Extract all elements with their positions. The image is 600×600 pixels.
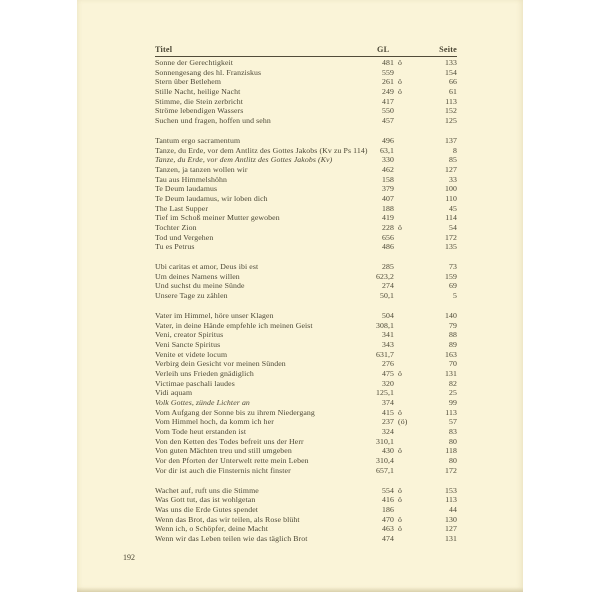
song-title: Tanze, du Erde, vor dem Antlitz des Gottes Jakobs (Kv)	[155, 155, 333, 165]
seite-number: 82	[449, 378, 457, 388]
seite-number: 100	[445, 184, 457, 194]
song-title: Stille Nacht, heilige Nacht	[155, 87, 241, 97]
gl-number: 186	[382, 504, 394, 514]
table-row	[155, 106, 457, 116]
song-title: Te Deum laudamus	[155, 184, 218, 194]
song-title: Und suchst du meine Sünde	[155, 281, 245, 291]
seite-number: 135	[445, 242, 457, 252]
gl-number: 249	[382, 87, 394, 97]
table-row	[155, 233, 457, 243]
gl-number: 416	[382, 495, 394, 505]
gl-number: 330	[382, 155, 394, 165]
song-title: Stimme, die Stein zerbricht	[155, 96, 244, 106]
gl-number: 374	[382, 398, 394, 407]
song-title: Vidi aquam	[155, 388, 193, 398]
gl-number: 462	[382, 164, 394, 174]
table-row	[155, 398, 457, 408]
seite-number: 57	[449, 417, 457, 427]
song-title: Ströme lebendigen Wassers	[155, 106, 244, 116]
table-row	[155, 340, 457, 350]
song-title: The Last Supper	[155, 203, 209, 213]
song-title: Tanze, du Erde, vor dem Antlitz des Gottes Jakobs (Kv zu Ps 114)	[155, 145, 368, 155]
gl-oe-mark: ö	[398, 485, 402, 495]
table-row	[155, 417, 457, 427]
song-title: Tochter Zion	[155, 223, 197, 232]
table-row	[155, 165, 457, 175]
book-page	[77, 0, 523, 592]
seite-number: 80	[449, 436, 457, 446]
gl-number: 310,1	[375, 436, 394, 446]
seite-number: 131	[445, 368, 457, 378]
seite-number: 140	[445, 310, 457, 320]
gl-oe-mark: ö	[398, 87, 402, 97]
song-title: Tod und Vergehen	[155, 232, 214, 242]
table-row	[155, 446, 457, 456]
song-title: Veni, creator Spiritus	[155, 330, 224, 340]
column-header-seite: Seite	[439, 45, 457, 54]
song-title: Vater, in deine Hände empfehle ich meinen Geist	[155, 320, 313, 330]
song-title: Tau aus Himmelshöhn	[155, 174, 227, 184]
song-title: Vor dir ist auch die Finsternis nicht finster	[155, 465, 291, 475]
table-row	[155, 68, 457, 78]
column-header-gl: GL	[377, 45, 390, 54]
seite-number: 110	[445, 193, 457, 203]
table-row	[155, 272, 457, 282]
seite-number: 159	[445, 271, 457, 281]
seite-number: 70	[449, 359, 457, 369]
gl-number: 237	[382, 417, 394, 427]
gl-number: 188	[382, 203, 394, 213]
seite-number: 83	[449, 427, 457, 437]
gl-number: 419	[382, 213, 394, 223]
gl-number: 261	[382, 77, 394, 87]
seite-number: 79	[449, 320, 457, 330]
seite-number: 44	[449, 504, 457, 514]
table-row	[155, 388, 457, 398]
seite-number: 113	[445, 495, 457, 505]
seite-number: 61	[449, 87, 457, 97]
table-row	[155, 505, 457, 515]
song-title: Verleih uns Frieden gnädiglich	[155, 368, 254, 378]
gl-oe-mark: ö	[398, 407, 402, 417]
gl-number: 324	[382, 427, 394, 437]
gl-number: 308,1	[375, 320, 394, 330]
song-title: Tief im Schoß meiner Mutter gewoben	[155, 213, 280, 223]
table-row	[155, 311, 457, 321]
table-row	[155, 77, 457, 87]
seite-number: 127	[445, 524, 457, 534]
seite-number: 153	[445, 485, 457, 495]
song-title: Wenn das Brot, das wir teilen, als Rose blüht	[155, 514, 300, 524]
gl-number: 274	[382, 281, 394, 291]
seite-number: 163	[445, 349, 457, 359]
gl-number: 417	[382, 96, 394, 106]
gl-number: 474	[382, 533, 394, 543]
gl-oe-mark: ö	[398, 77, 402, 87]
song-title: Vater im Himmel, höre unser Klagen	[155, 310, 274, 320]
seite-number: 89	[449, 339, 457, 349]
gl-number: 623,2	[375, 271, 394, 281]
seite-number: 130	[445, 514, 457, 524]
seite-number: 127	[445, 164, 457, 174]
song-title: Vom Himmel hoch, da komm ich her	[155, 417, 274, 427]
song-title: Stern über Betlehem	[155, 77, 221, 87]
table-row	[155, 223, 457, 233]
gl-number: 228	[382, 223, 394, 232]
song-title: Tu es Petrus	[155, 242, 195, 252]
page-number: 192	[123, 553, 135, 562]
song-index-table	[155, 44, 457, 544]
gl-oe-mark: ö	[398, 495, 402, 505]
gl-number: 379	[382, 184, 394, 194]
seite-number: 113	[445, 407, 457, 417]
table-row	[155, 369, 457, 379]
gl-number: 631,7	[375, 349, 394, 359]
table-header	[155, 44, 457, 57]
table-row	[155, 184, 457, 194]
gl-oe-mark: ö	[398, 58, 402, 67]
gl-number: 276	[382, 359, 394, 369]
gl-number: 50,1	[379, 291, 394, 301]
table-row	[155, 486, 457, 496]
gl-oe-mark: ö	[398, 446, 402, 456]
index-section-1	[155, 136, 457, 252]
song-title: Suchen und fragen, hoffen und sehn	[155, 116, 271, 126]
song-title: Te Deum laudamus, wir loben dich	[155, 193, 268, 203]
table-row	[155, 330, 457, 340]
table-row	[155, 524, 457, 534]
seite-number: 154	[445, 67, 457, 77]
song-title: Vom Aufgang der Sonne bis zu ihrem Niedergang	[155, 407, 315, 417]
table-row	[155, 359, 457, 369]
gl-number: 343	[382, 339, 394, 349]
song-title: Verbirg dein Gesicht vor meinen Sünden	[155, 359, 286, 369]
gl-number: 457	[382, 116, 394, 126]
seite-number: 25	[449, 388, 457, 398]
seite-number: 45	[449, 203, 457, 213]
seite-number: 88	[449, 330, 457, 340]
seite-number: 33	[449, 174, 457, 184]
table-row	[155, 213, 457, 223]
gl-oe-mark: ö	[398, 514, 402, 524]
song-title: Veni Sancte Spiritus	[155, 339, 221, 349]
seite-number: 172	[445, 232, 457, 242]
song-title: Von den Ketten des Todes befreit uns der Herr	[155, 436, 304, 446]
table-row	[155, 437, 457, 447]
table-row	[155, 204, 457, 214]
index-section-3	[155, 311, 457, 476]
table-row	[155, 58, 457, 68]
seite-number: 172	[445, 465, 457, 475]
table-row	[155, 194, 457, 204]
song-title: Was Gott tut, das ist wohlgetan	[155, 495, 256, 505]
gl-number: 657,1	[375, 465, 394, 475]
seite-number: 8	[453, 145, 457, 155]
gl-number: 656	[382, 232, 394, 242]
seite-number: 133	[445, 58, 457, 67]
gl-oe-mark: (ö)	[398, 417, 408, 427]
gl-number: 341	[382, 330, 394, 340]
table-row	[155, 97, 457, 107]
gl-number: 158	[382, 174, 394, 184]
gl-number: 559	[382, 67, 394, 77]
seite-number: 152	[445, 106, 457, 116]
gl-number: 430	[382, 446, 394, 456]
column-header-titel: Titel	[155, 45, 173, 54]
song-title: Wachet auf, ruft uns die Stimme	[155, 485, 259, 495]
table-row	[155, 534, 457, 544]
song-title: Vom Tode heut erstanden ist	[155, 427, 247, 437]
song-title: Volk Gottes, zünde Lichter an	[155, 398, 250, 407]
song-title: Wenn ich, o Schöpfer, deine Macht	[155, 524, 268, 534]
seite-number: 113	[445, 96, 457, 106]
table-row	[155, 379, 457, 389]
table-row	[155, 281, 457, 291]
seite-number: 66	[449, 77, 457, 87]
table-row	[155, 427, 457, 437]
table-row	[155, 175, 457, 185]
seite-number: 99	[449, 398, 457, 407]
table-row	[155, 291, 457, 301]
gl-number: 475	[382, 368, 394, 378]
song-title: Victimae paschali laudes	[155, 378, 235, 388]
song-title: Venite et videte locum	[155, 349, 228, 359]
table-row	[155, 466, 457, 476]
table-row	[155, 155, 457, 165]
seite-number: 85	[449, 155, 457, 165]
gl-number: 463	[382, 524, 394, 534]
gl-oe-mark: ö	[398, 368, 402, 378]
table-row	[155, 242, 457, 252]
gl-number: 481	[382, 58, 394, 67]
gl-number: 486	[382, 242, 394, 252]
gl-number: 496	[382, 135, 394, 145]
seite-number: 54	[449, 223, 457, 232]
seite-number: 137	[445, 135, 457, 145]
gl-oe-mark: ö	[398, 524, 402, 534]
gl-number: 125,1	[375, 388, 394, 398]
index-section-0	[155, 58, 457, 126]
song-title: Sonnengesang des hl. Franziskus	[155, 67, 262, 77]
song-title: Um deines Namens willen	[155, 271, 240, 281]
gl-number: 310,4	[375, 456, 394, 466]
table-row	[155, 408, 457, 418]
gl-number: 407	[382, 193, 394, 203]
index-section-4	[155, 486, 457, 544]
table-body	[155, 57, 457, 544]
table-row	[155, 456, 457, 466]
table-row	[155, 495, 457, 505]
table-row	[155, 146, 457, 156]
seite-number: 69	[449, 281, 457, 291]
song-title: Vor den Pforten der Unterwelt rette mein Leben	[155, 456, 309, 466]
gl-oe-mark: ö	[398, 223, 402, 232]
gl-number: 63,1	[379, 145, 394, 155]
table-row	[155, 262, 457, 272]
song-title: Wenn wir das Leben teilen wie das täglich Brot	[155, 533, 308, 543]
song-title: Was uns die Erde Gutes spendet	[155, 504, 259, 514]
seite-number: 118	[445, 446, 457, 456]
table-row	[155, 515, 457, 525]
gl-number: 285	[382, 262, 394, 272]
table-row	[155, 136, 457, 146]
seite-number: 80	[449, 456, 457, 466]
seite-number: 114	[445, 213, 457, 223]
song-title: Tantum ergo sacramentum	[155, 135, 241, 145]
song-title: Sonne der Gerechtigkeit	[155, 58, 234, 67]
table-row	[155, 350, 457, 360]
table-row	[155, 321, 457, 331]
seite-number: 131	[445, 533, 457, 543]
song-title: Von guten Mächten treu und still umgeben	[155, 446, 292, 456]
song-title: Tanzen, ja tanzen wollen wir	[155, 164, 248, 174]
seite-number: 125	[445, 116, 457, 126]
gl-number: 550	[382, 106, 394, 116]
gl-number: 470	[382, 514, 394, 524]
gl-number: 554	[382, 485, 394, 495]
index-section-2	[155, 262, 457, 301]
song-title: Ubi caritas et amor, Deus ibi est	[155, 262, 259, 272]
seite-number: 5	[453, 291, 457, 301]
gl-number: 415	[382, 407, 394, 417]
gl-number: 320	[382, 378, 394, 388]
seite-number: 73	[449, 262, 457, 272]
gl-number: 504	[382, 310, 394, 320]
song-title: Unsere Tage zu zählen	[155, 291, 228, 301]
table-row	[155, 116, 457, 126]
table-row	[155, 87, 457, 97]
